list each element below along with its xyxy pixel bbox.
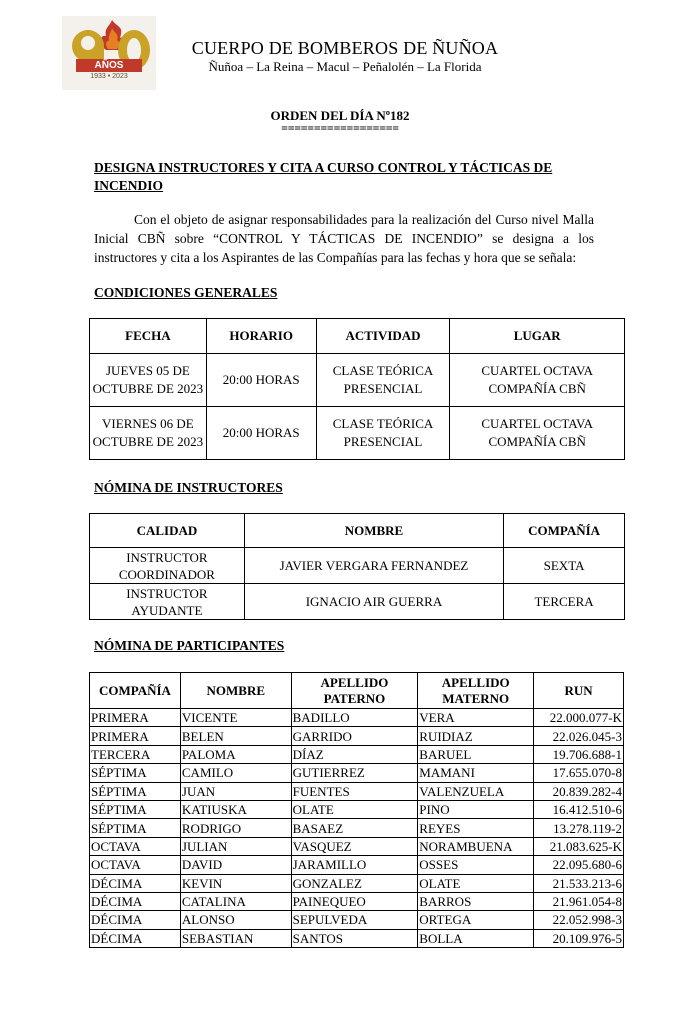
role-cell: INSTRUCTOR COORDINADOR — [90, 548, 245, 584]
run-cell: 21.533.213-6 — [534, 874, 624, 892]
subject-line-1: DESIGNA INSTRUCTORES Y CITA A CURSO CONTROL Y TÁCTICAS DE — [94, 160, 553, 175]
logo — [62, 16, 156, 90]
company-cell: TERCERA — [504, 584, 625, 620]
table-row — [90, 407, 625, 460]
table-header-row — [90, 319, 625, 354]
company-cell: SÉPTIMA — [90, 782, 181, 800]
table-row — [90, 837, 624, 855]
maternal-surname-cell: OLATE — [418, 874, 534, 892]
instructors-table — [89, 513, 625, 620]
intro-paragraph: Con el objeto de asignar responsabilidades para la realización del Curso nivel Malla Inicial CBÑ sobre “CONTROL Y TÁCTICAS DE INCENDIO” se designa a los instructores y cita a los Aspirantes de las Compañías para las fechas y hora que se señala: — [94, 212, 594, 265]
conditions-table — [89, 318, 625, 460]
run-cell: 13.278.119-2 — [534, 819, 624, 837]
company-cell: OCTAVA — [90, 856, 181, 874]
first-name-cell: KEVIN — [180, 874, 291, 892]
first-name-cell: CAMILO — [180, 764, 291, 782]
table-row — [90, 782, 624, 800]
company-cell: DÉCIMA — [90, 892, 181, 910]
first-name-cell: ALONSO — [180, 911, 291, 929]
column-header: LUGAR — [450, 319, 625, 354]
maternal-surname-cell: BARUEL — [418, 745, 534, 763]
maternal-surname-cell: BOLLA — [418, 929, 534, 947]
table-row — [90, 819, 624, 837]
first-name-cell: SEBASTIAN — [180, 929, 291, 947]
run-cell: 20.839.282-4 — [534, 782, 624, 800]
organization-subtitle: Ñuñoa – La Reina – Macul – Peñalolén – La Florida — [208, 59, 482, 74]
run-cell: 21.083.625-K — [534, 837, 624, 855]
paternal-surname-cell: GONZALEZ — [291, 874, 418, 892]
table-row — [90, 929, 624, 947]
participants-heading: NÓMINA DE PARTICIPANTES — [94, 638, 285, 653]
company-cell: DÉCIMA — [90, 929, 181, 947]
company-cell: OCTAVA — [90, 837, 181, 855]
paternal-surname-cell: BASAEZ — [291, 819, 418, 837]
participants-table — [89, 672, 624, 948]
column-header: APELLIDO MATERNO — [418, 673, 534, 709]
logo-years: 1933 • 2023 — [90, 73, 128, 80]
organization-name: CUERPO DE BOMBEROS DE ÑUÑOA — [191, 38, 499, 58]
paternal-surname-cell: GUTIERREZ — [291, 764, 418, 782]
order-title: ORDEN DEL DÍA Nº182 — [270, 108, 410, 123]
table-row — [90, 354, 625, 407]
maternal-surname-cell: VALENZUELA — [418, 782, 534, 800]
table-header-row — [90, 514, 625, 548]
table-row — [90, 727, 624, 745]
date-cell: JUEVES 05 DE OCTUBRE DE 2023 — [90, 354, 207, 407]
run-cell: 19.706.688-1 — [534, 745, 624, 763]
maternal-surname-cell: MAMANI — [418, 764, 534, 782]
maternal-surname-cell: VERA — [418, 709, 534, 727]
order-title-rule: ================== — [281, 121, 399, 135]
maternal-surname-cell: PINO — [418, 800, 534, 818]
run-cell: 16.412.510-6 — [534, 800, 624, 818]
run-cell: 21.961.054-8 — [534, 892, 624, 910]
company-cell: DÉCIMA — [90, 874, 181, 892]
table-row — [90, 856, 624, 874]
time-cell: 20:00 HORAS — [206, 407, 316, 460]
maternal-surname-cell: RUIDIAZ — [418, 727, 534, 745]
name-cell: JAVIER VERGARA FERNANDEZ — [244, 548, 503, 584]
column-header: RUN — [534, 673, 624, 709]
table-row — [90, 745, 624, 763]
participants-body — [90, 709, 624, 948]
company-cell: SÉPTIMA — [90, 764, 181, 782]
maternal-surname-cell: ORTEGA — [418, 911, 534, 929]
maternal-surname-cell: NORAMBUENA — [418, 837, 534, 855]
first-name-cell: PALOMA — [180, 745, 291, 763]
run-cell: 22.026.045-3 — [534, 727, 624, 745]
paternal-surname-cell: SEPULVEDA — [291, 911, 418, 929]
first-name-cell: JUAN — [180, 782, 291, 800]
place-cell: CUARTEL OCTAVA COMPAÑÍA CBÑ — [450, 407, 625, 460]
first-name-cell: JULIAN — [180, 837, 291, 855]
company-cell: SEXTA — [504, 548, 625, 584]
run-cell: 22.000.077-K — [534, 709, 624, 727]
run-cell: 20.109.976-5 — [534, 929, 624, 947]
table-row — [90, 911, 624, 929]
first-name-cell: BELEN — [180, 727, 291, 745]
column-header: NOMBRE — [244, 514, 503, 548]
column-header: COMPAÑÍA — [90, 673, 181, 709]
table-row — [90, 874, 624, 892]
maternal-surname-cell: OSSES — [418, 856, 534, 874]
paternal-surname-cell: DÍAZ — [291, 745, 418, 763]
place-cell: CUARTEL OCTAVA COMPAÑÍA CBÑ — [450, 354, 625, 407]
instructors-heading: NÓMINA DE INSTRUCTORES — [94, 480, 283, 495]
first-name-cell: CATALINA — [180, 892, 291, 910]
company-cell: DÉCIMA — [90, 911, 181, 929]
subject-line-2: INCENDIO — [94, 178, 164, 193]
table-row — [90, 800, 624, 818]
column-header: NOMBRE — [180, 673, 291, 709]
first-name-cell: DAVID — [180, 856, 291, 874]
column-header: HORARIO — [206, 319, 316, 354]
time-cell: 20:00 HORAS — [206, 354, 316, 407]
role-cell: INSTRUCTOR AYUDANTE — [90, 584, 245, 620]
logo-word: AÑOS — [94, 60, 124, 71]
table-header-row — [90, 673, 624, 709]
paternal-surname-cell: BADILLO — [291, 709, 418, 727]
paternal-surname-cell: VASQUEZ — [291, 837, 418, 855]
maternal-surname-cell: REYES — [418, 819, 534, 837]
table-row — [90, 584, 625, 620]
paternal-surname-cell: OLATE — [291, 800, 418, 818]
column-header: ACTIVIDAD — [316, 319, 450, 354]
company-cell: TERCERA — [90, 745, 181, 763]
paternal-surname-cell: SANTOS — [291, 929, 418, 947]
column-header: COMPAÑÍA — [504, 514, 625, 548]
table-row — [90, 764, 624, 782]
table-row — [90, 709, 624, 727]
run-cell: 17.655.070-8 — [534, 764, 624, 782]
company-cell: PRIMERA — [90, 709, 181, 727]
date-cell: VIERNES 06 DE OCTUBRE DE 2023 — [90, 407, 207, 460]
conditions-heading: CONDICIONES GENERALES — [94, 285, 278, 300]
paternal-surname-cell: PAINEQUEO — [291, 892, 418, 910]
paternal-surname-cell: JARAMILLO — [291, 856, 418, 874]
company-cell: SÉPTIMA — [90, 800, 181, 818]
table-row — [90, 548, 625, 584]
table-row — [90, 892, 624, 910]
activity-cell: CLASE TEÓRICA PRESENCIAL — [316, 354, 450, 407]
first-name-cell: VICENTE — [180, 709, 291, 727]
maternal-surname-cell: BARROS — [418, 892, 534, 910]
paternal-surname-cell: FUENTES — [291, 782, 418, 800]
run-cell: 22.095.680-6 — [534, 856, 624, 874]
company-cell: PRIMERA — [90, 727, 181, 745]
run-cell: 22.052.998-3 — [534, 911, 624, 929]
company-cell: SÉPTIMA — [90, 819, 181, 837]
subject-heading — [94, 159, 552, 195]
first-name-cell: RODRIGO — [180, 819, 291, 837]
column-header: FECHA — [90, 319, 207, 354]
activity-cell: CLASE TEÓRICA PRESENCIAL — [316, 407, 450, 460]
column-header: APELLIDO PATERNO — [291, 673, 418, 709]
name-cell: IGNACIO AIR GUERRA — [244, 584, 503, 620]
paternal-surname-cell: GARRIDO — [291, 727, 418, 745]
first-name-cell: KATIUSKA — [180, 800, 291, 818]
column-header: CALIDAD — [90, 514, 245, 548]
